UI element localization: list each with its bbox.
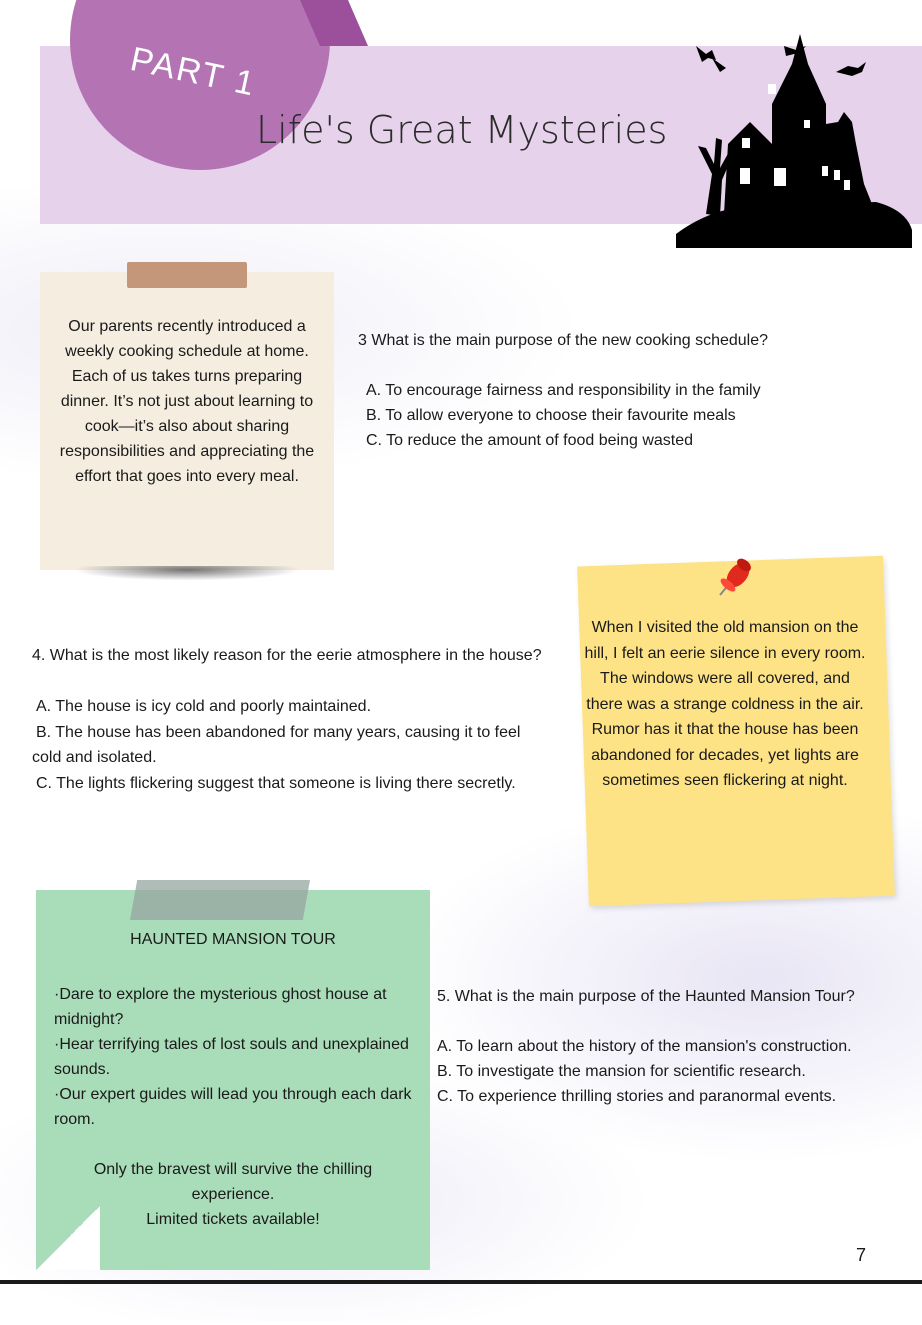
- question-5-prompt: 5. What is the main purpose of the Haunted Mansion Tour?: [437, 988, 855, 1005]
- note-shadow: [40, 566, 334, 590]
- banner-corner-triangle: [300, 0, 372, 48]
- haunted-tour-bullet: ·Our expert guides will lead you through each dark room.: [54, 1086, 412, 1128]
- part-label: PART 1: [127, 40, 260, 104]
- question-4-option-c: C. The lights flickering suggest that someone is living there secretly.: [36, 774, 516, 792]
- question-5: [437, 984, 922, 1109]
- question-3-prompt: 3 What is the main purpose of the new cooking schedule?: [358, 332, 769, 349]
- pushpin-icon: [708, 555, 758, 605]
- note-tape: [127, 262, 247, 288]
- haunted-tour-bullets: [54, 982, 424, 1132]
- haunted-house-icon: [676, 34, 912, 248]
- question-4-option-a: A. The house is icy cold and poorly maintained.: [36, 698, 372, 715]
- page-bottom-border: [0, 1280, 922, 1325]
- question-5-option-b: B. To investigate the mansion for scientific research.: [437, 1063, 806, 1080]
- haunted-tour-footer-line: Limited tickets available!: [146, 1211, 320, 1228]
- mansion-story-text: When I visited the old mansion on the hill, I felt an eerie silence in every room. The windows were all covered, and there was a strange coldness in the air. Rumor has it that the house has been abandoned for decades, yet lights are sometimes seen flickering at night.: [584, 619, 866, 789]
- haunted-tour-footer-line: Only the bravest will survive the chilling experience.: [93, 1161, 373, 1203]
- cooking-schedule-text: Our parents recently introduced a weekly cooking schedule at home. Each of us takes turns preparing dinner. It’s not just about learning to cook—it’s also about sharing responsibilities and appreciating the effort that goes into every meal.: [59, 318, 315, 485]
- question-4-option-b: B. The house has been abandoned for many years, causing it to feel cold and isolated.: [32, 723, 521, 766]
- question-5-option-c: C. To experience thrilling stories and paranormal events.: [437, 1088, 837, 1105]
- question-5-option-a: A. To learn about the history of the mansion's construction.: [437, 1038, 852, 1055]
- question-3-option-b: B. To allow everyone to choose their favourite meals: [366, 407, 736, 424]
- haunted-tour-bullet: ·Hear terrifying tales of lost souls and unexplained sounds.: [54, 1036, 409, 1078]
- question-4-prompt: 4. What is the most likely reason for the eerie atmosphere in the house?: [32, 647, 542, 664]
- question-4: [32, 643, 552, 796]
- haunted-tour-footer: [36, 1157, 430, 1232]
- haunted-tour-title: HAUNTED MANSION TOUR: [130, 931, 336, 948]
- haunted-tour-bullet: ·Dare to explore the mysterious ghost house at midnight?: [54, 986, 387, 1028]
- question-3: [356, 328, 916, 453]
- question-3-option-a: A. To encourage fairness and responsibility in the family: [366, 382, 761, 399]
- note-tape: [130, 880, 310, 920]
- page-title: Life's Great Mysteries: [256, 108, 668, 152]
- question-3-option-c: C. To reduce the amount of food being wasted: [366, 432, 694, 449]
- page-number: 7: [856, 1245, 867, 1265]
